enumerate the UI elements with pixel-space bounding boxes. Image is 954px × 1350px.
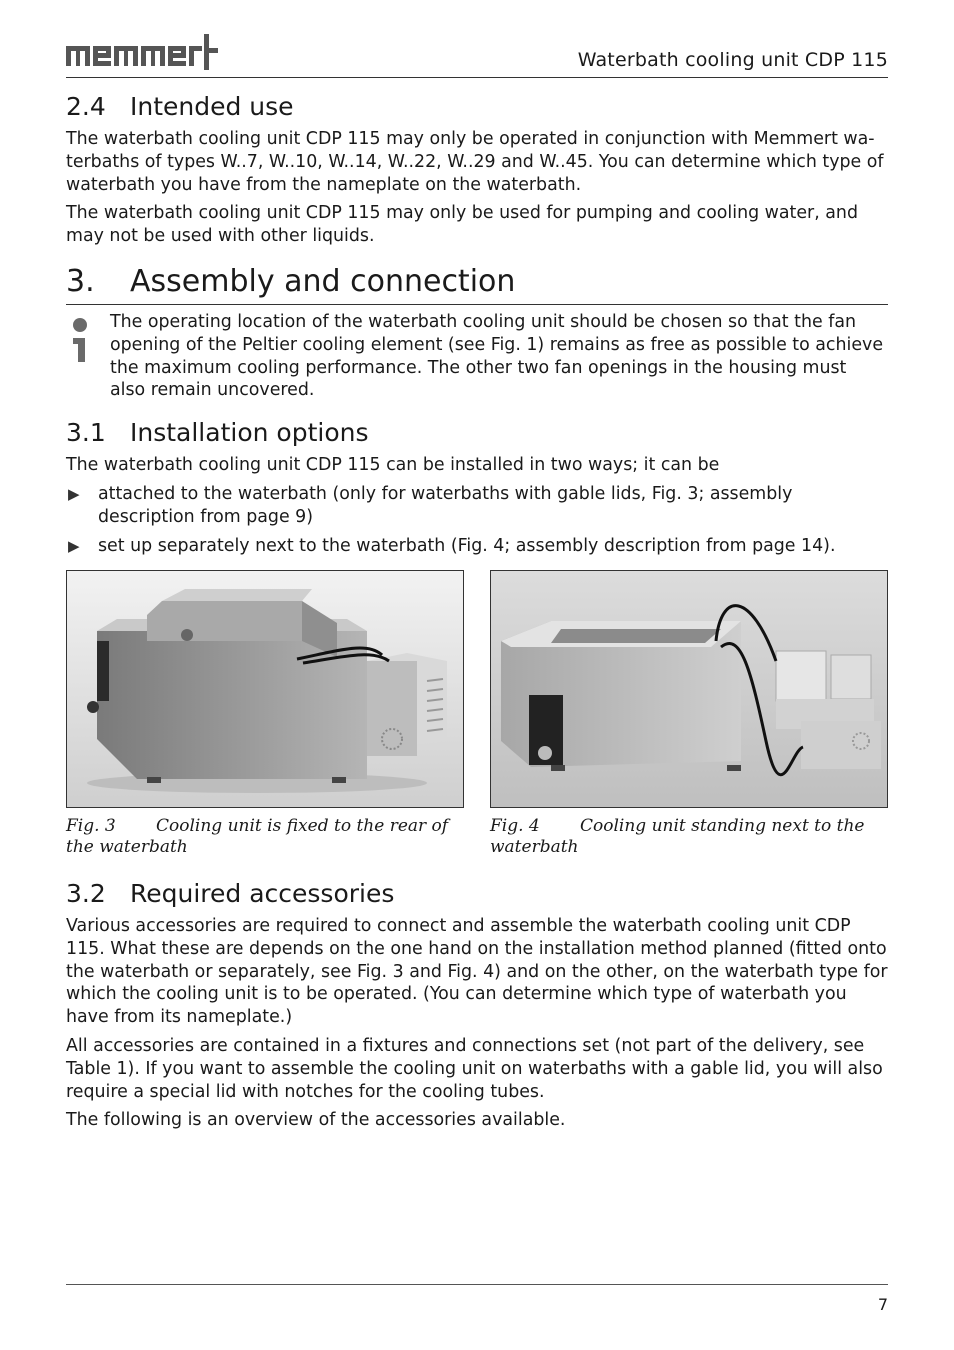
chapter-title: Assembly and connection <box>130 264 516 299</box>
figure-number: Fig. 4 <box>490 816 540 836</box>
chapter-number: 3. <box>66 264 95 299</box>
section-title: Required accessories <box>130 879 395 908</box>
info-icon <box>70 318 90 362</box>
accessories-paragraph-1: Various accessories are required to connect and assemble the waterbath cooling unit CDP 115. What these are depends on the one hand on the installation method planned (fitted onto the waterbath or separately, see Fig. 3 and Fig. 4) and on the other, on the waterbath type for which the cooling unit is to be operated. (You can determine which type of waterbath you have from its nameplate.) <box>66 916 888 1028</box>
list-item <box>66 483 888 529</box>
section-number: 3.2 <box>66 879 106 908</box>
section-heading-3-2 <box>66 879 394 908</box>
figure-4-caption <box>490 816 888 858</box>
intended-use-paragraph-2: The waterbath cooling unit CDP 115 may only be used for pumping and cooling water, and may not be used with other liquids. <box>66 203 858 246</box>
list-item <box>66 535 888 558</box>
figure-3-caption <box>66 816 464 858</box>
accessories-paragraph-3: The following is an overview of the accessories available. <box>66 1110 566 1130</box>
section-heading-2-4 <box>66 92 294 121</box>
header-title: Waterbath cooling unit CDP 115 <box>577 49 888 71</box>
chapter-heading-3 <box>66 264 888 299</box>
memmert-logo <box>66 32 218 72</box>
caption-text: Cooling unit standing next to the waterbath <box>490 816 865 857</box>
section-title: Installation options <box>130 418 369 447</box>
section-number: 2.4 <box>66 92 106 121</box>
caption-text: Cooling unit is fixed to the rear of the waterbath <box>66 816 449 857</box>
list-item-text: attached to the waterbath (only for waterbaths with gable lids, Fig. 3; assembly description from page 9) <box>98 484 793 527</box>
assembly-note-text: The operating location of the waterbath cooling unit should be chosen so that the fan opening of the Peltier cooling element (see Fig. 1) remains as free as possible to achieve the maximum cooling performance. The other two fan openings in the housing must also remain uncovered. <box>110 312 884 401</box>
section-title: Intended use <box>130 92 294 121</box>
footer-divider <box>66 1284 888 1285</box>
triangle-bullet-icon: ▶ <box>68 537 80 555</box>
list-item-text: set up separately next to the waterbath (Fig. 4; assembly description from page 14). <box>98 536 836 556</box>
accessories-paragraph-2: All accessories are contained in a fixtures and connections set (not part of the delivery, see Table 1). If you want to assemble the cooling unit on waterbaths with a gable lid, you will also require a special lid with notches for the cooling tubes. <box>66 1036 883 1102</box>
page-number: 7 <box>877 1295 888 1314</box>
intended-use-paragraph-1: The waterbath cooling unit CDP 115 may only be operated in conjunction with Memmert wa-terbaths of types W..7, W..10, W..14, W..22, W..29 and W..45. You can determine which type of waterbath you have from the nameplate on the waterbath. <box>66 129 884 195</box>
installation-intro: The waterbath cooling unit CDP 115 can be installed in two ways; it can be <box>66 455 720 475</box>
figure-number: Fig. 3 <box>66 816 116 836</box>
figure-3-image <box>66 570 464 808</box>
figure-4-image <box>490 570 888 808</box>
section-number: 3.1 <box>66 418 106 447</box>
header-divider <box>66 77 888 78</box>
triangle-bullet-icon: ▶ <box>68 485 80 503</box>
section-heading-3-1 <box>66 418 369 447</box>
chapter-divider <box>66 304 888 305</box>
